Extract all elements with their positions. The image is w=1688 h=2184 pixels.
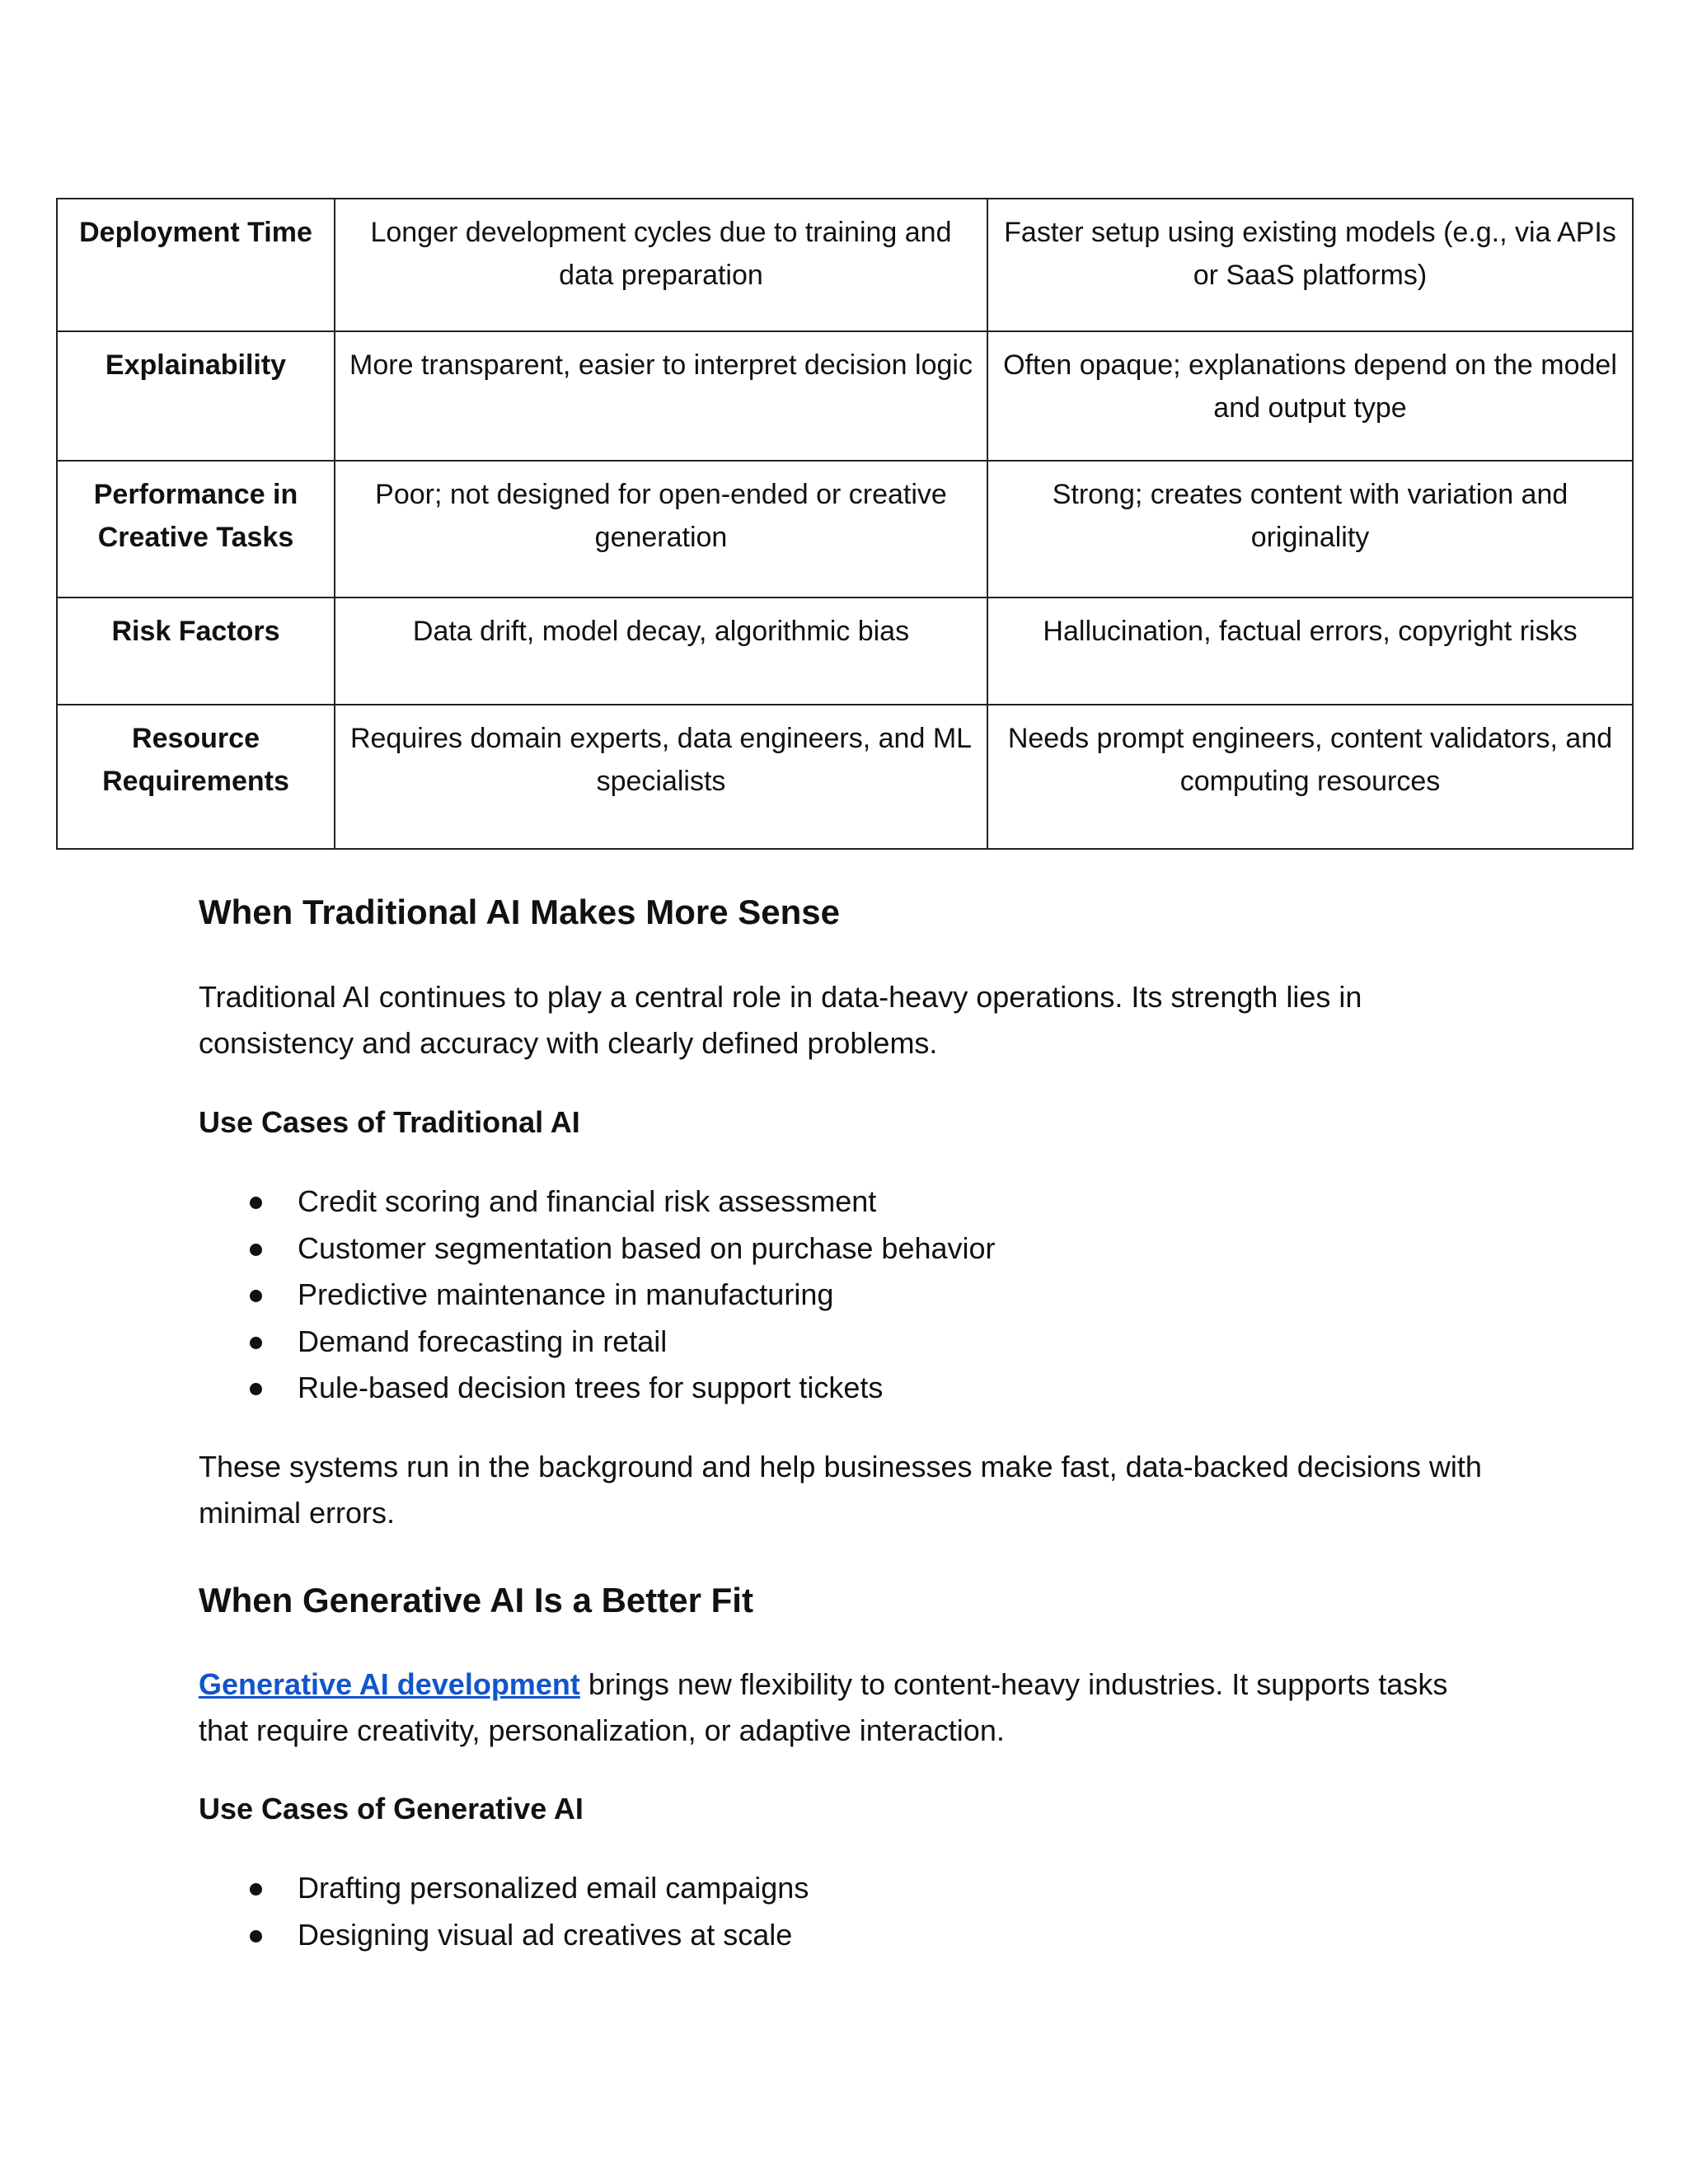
list-item: [199, 1179, 996, 1226]
generative-use-cases-list: [199, 1865, 809, 1958]
traditional-use-cases-list: [199, 1179, 996, 1412]
list-item: [199, 1365, 996, 1412]
generative-cell: Strong; creates content with variation and originality: [987, 461, 1633, 598]
list-item-text: Rule-based decision trees for support tickets: [298, 1371, 884, 1404]
bullet-icon: [250, 1337, 262, 1349]
generative-ai-development-link[interactable]: Generative AI development: [199, 1667, 580, 1701]
traditional-section-heading: When Traditional AI Makes More Sense: [199, 893, 840, 931]
list-item-text: Customer segmentation based on purchase behavior: [298, 1230, 996, 1265]
list-item-text: Predictive maintenance in manufacturing: [298, 1277, 834, 1311]
table-row: [57, 199, 1633, 331]
table-row: [57, 331, 1633, 461]
list-item: [199, 1226, 996, 1272]
table-row: [57, 461, 1633, 598]
generative-section-heading: When Generative AI Is a Better Fit: [199, 1581, 753, 1619]
list-item: [199, 1865, 809, 1912]
traditional-cell: Data drift, model decay, algorithmic bias: [335, 598, 987, 705]
generative-cell: Often opaque; explanations depend on the model and output type: [987, 331, 1633, 461]
table-row: [57, 705, 1633, 849]
generative-intro-paragraph: [199, 1661, 1484, 1754]
list-item: [199, 1272, 996, 1319]
traditional-cell: More transparent, easier to interpret decision logic: [335, 331, 987, 461]
bullet-icon: [250, 1244, 262, 1256]
traditional-intro-paragraph: Traditional AI continues to play a central role in data-heavy operations. Its strength lies in consistency and accuracy with clearly defined problems.: [199, 980, 1362, 1060]
bullet-icon: [250, 1290, 262, 1302]
bullet-icon: [250, 1883, 262, 1896]
traditional-outro-paragraph: These systems run in the background and help businesses make fast, data-backed decisions with minimal errors.: [199, 1450, 1482, 1530]
row-label: Explainability: [57, 331, 335, 461]
bullet-icon: [250, 1930, 262, 1943]
generative-cell: Needs prompt engineers, content validators, and computing resources: [987, 705, 1633, 849]
row-label: Performance in Creative Tasks: [57, 461, 335, 598]
row-label: Risk Factors: [57, 598, 335, 705]
list-item-text: Demand forecasting in retail: [298, 1324, 668, 1358]
generative-cell: Faster setup using existing models (e.g., via APIs or SaaS platforms): [987, 199, 1633, 331]
list-item: [199, 1319, 996, 1366]
traditional-use-cases-heading: Use Cases of Traditional AI: [199, 1105, 580, 1139]
list-item-text: Credit scoring and financial risk assessment: [298, 1184, 877, 1218]
list-item: [199, 1912, 809, 1959]
generative-cell: Hallucination, factual errors, copyright risks: [987, 598, 1633, 705]
list-item-text: Drafting personalized email campaigns: [298, 1871, 809, 1905]
traditional-cell: Requires domain experts, data engineers, and ML specialists: [335, 705, 987, 849]
bullet-icon: [250, 1197, 262, 1209]
table-row: [57, 598, 1633, 705]
comparison-table: [56, 198, 1634, 850]
bullet-icon: [250, 1383, 262, 1395]
row-label: Deployment Time: [57, 199, 335, 331]
generative-intro-text: brings new flexibility to content-heavy industries. It supports tasks that require creativity, personalization, or adaptive interaction.: [199, 1667, 1448, 1747]
list-item-text: Designing visual ad creatives at scale: [298, 1917, 793, 1952]
row-label: Resource Requirements: [57, 705, 335, 849]
generative-use-cases-heading: Use Cases of Generative AI: [199, 1792, 584, 1825]
traditional-cell: Poor; not designed for open-ended or creative generation: [335, 461, 987, 598]
traditional-cell: Longer development cycles due to training and data preparation: [335, 199, 987, 331]
